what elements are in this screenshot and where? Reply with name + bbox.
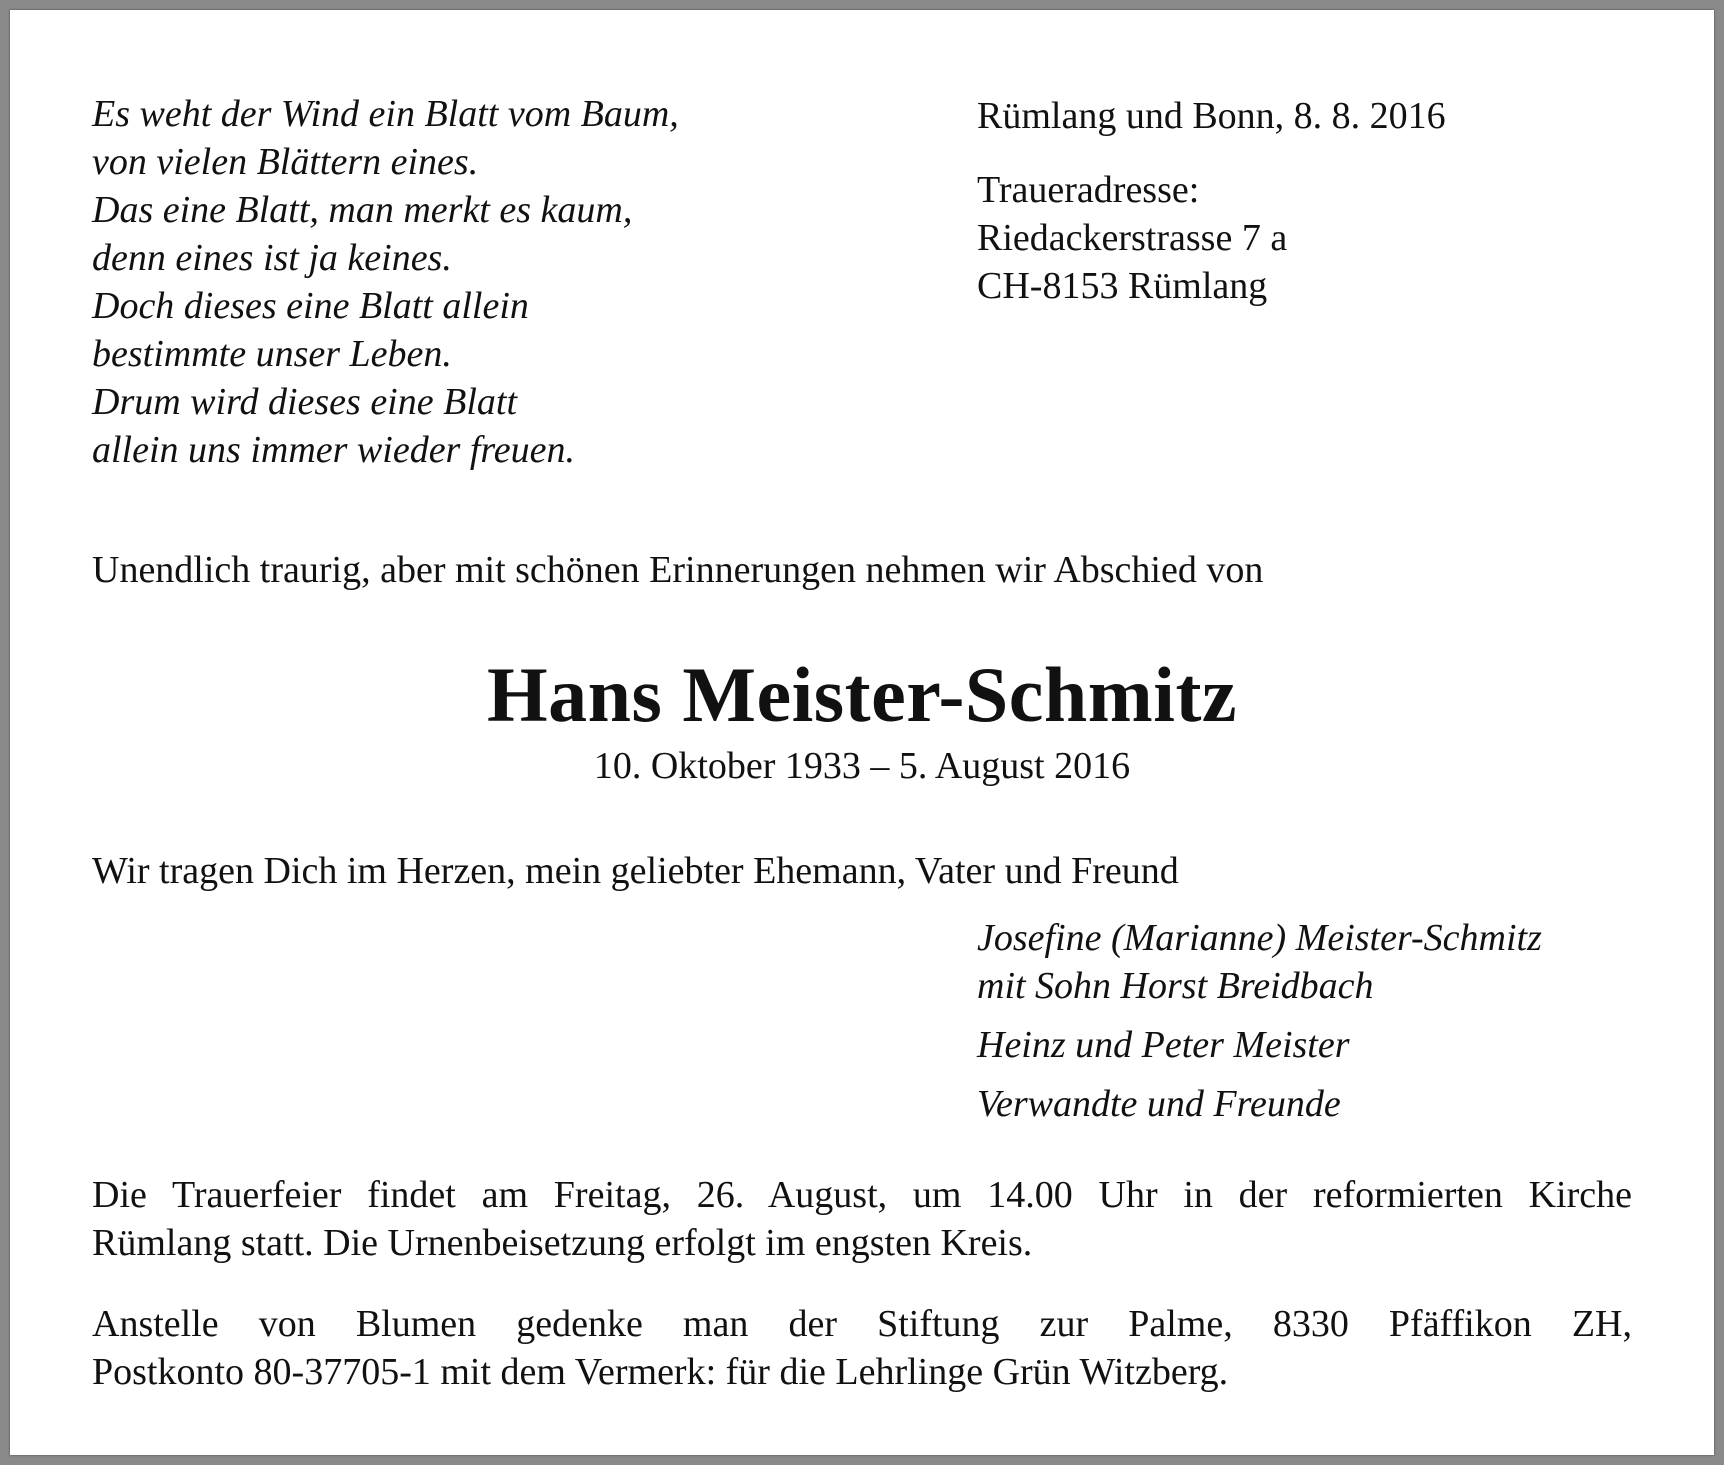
mourner-line: mit Sohn Horst Breidbach [977, 965, 1374, 1007]
poem-line: allein uns immer wieder freuen. [92, 429, 576, 471]
donation-line: Postkonto 80-37705-1 mit dem Vermerk: für die Lehrlinge Grün Witzberg. [92, 1351, 1229, 1393]
mourners-list [977, 914, 1542, 1139]
farewell-text: Wir tragen Dich im Herzen, mein geliebter Ehemann, Vater und Freund [92, 850, 1179, 892]
mourner-group [977, 914, 1542, 1010]
mourning-address [977, 166, 1287, 310]
poem [92, 90, 679, 474]
mourner-line: Verwandte und Freunde [977, 1083, 1341, 1125]
mourner-line: Josefine (Marianne) Meister-Schmitz [977, 917, 1542, 959]
donation-paragraph [92, 1300, 1632, 1396]
poem-line: denn eines ist ja keines. [92, 237, 452, 279]
deceased-name: Hans Meister-Schmitz [486, 651, 1238, 738]
place-and-date: Rümlang und Bonn, 8. 8. 2016 [977, 95, 1446, 137]
address-street: Riedackerstrasse 7 a [977, 217, 1288, 259]
poem-line: Drum wird dieses eine Blatt [92, 381, 517, 423]
mourner-group [977, 1080, 1542, 1128]
intro-text: Unendlich traurig, aber mit schönen Erinnerungen nehmen wir Abschied von [92, 549, 1264, 591]
donation-line: Anstelle von Blumen gedenke man der Stiftung zur Palme, 8330 Pfäffikon ZH, [92, 1303, 1632, 1345]
service-line: Rümlang statt. Die Urnenbeisetzung erfolgt im engsten Kreis. [92, 1222, 1033, 1264]
obituary-notice [10, 10, 1714, 1455]
mourner-group [977, 1021, 1542, 1069]
address-city: CH-8153 Rümlang [977, 265, 1268, 307]
poem-line: Das eine Blatt, man merkt es kaum, [92, 189, 633, 231]
mourner-line: Heinz und Peter Meister [977, 1024, 1350, 1066]
poem-line: von vielen Blättern eines. [92, 141, 479, 183]
service-line: Die Trauerfeier findet am Freitag, 26. August, um 14.00 Uhr in der reformierten Kirche [92, 1174, 1632, 1216]
life-dates: 10. Oktober 1933 – 5. August 2016 [593, 745, 1131, 787]
poem-line: Es weht der Wind ein Blatt vom Baum, [92, 93, 679, 135]
poem-line: bestimmte unser Leben. [92, 333, 452, 375]
poem-line: Doch dieses eine Blatt allein [92, 285, 529, 327]
address-label: Traueradresse: [977, 169, 1200, 211]
service-paragraph [92, 1171, 1632, 1267]
